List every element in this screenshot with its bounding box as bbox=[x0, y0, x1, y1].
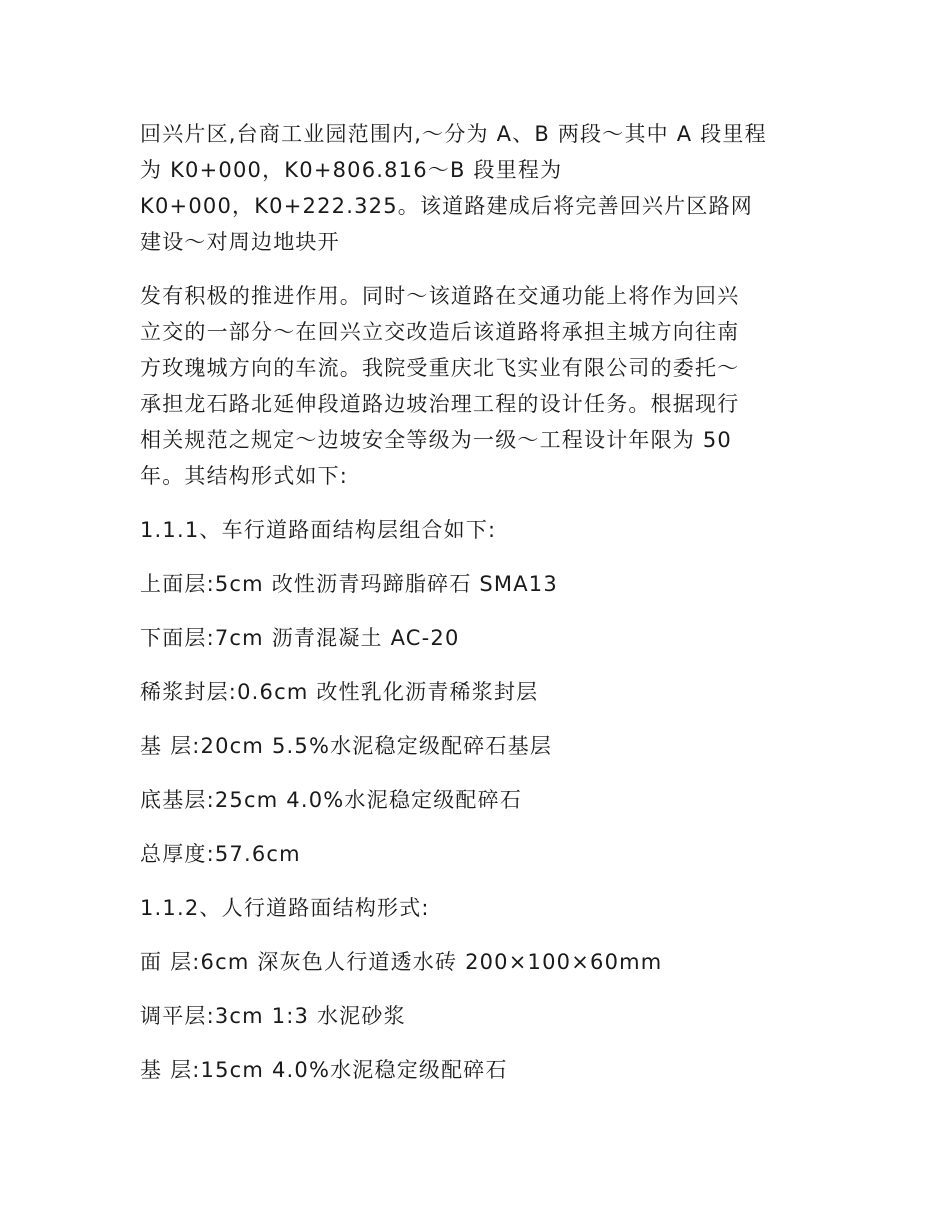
total-thickness-line: 总厚度:57.6cm bbox=[140, 842, 301, 866]
text-line: 方玫瑰城方向的车流。我院受重庆北飞实业有限公司的委托～ bbox=[140, 356, 740, 380]
text-line: 回兴片区,台商工业园范围内,～分为 A、B 两段～其中 A 段里程 bbox=[140, 122, 767, 146]
section-heading-sidewalk: 1.1.2、人行道路面结构形式: bbox=[140, 896, 430, 920]
layer-line: 底基层:25cm 4.0%水泥稳定级配碎石 bbox=[140, 788, 523, 812]
intro-paragraph bbox=[140, 116, 820, 260]
layer-line: 基 层:20cm 5.5%水泥稳定级配碎石基层 bbox=[140, 734, 553, 758]
layer-line: 稀浆封层:0.6cm 改性乳化沥青稀浆封层 bbox=[140, 680, 539, 704]
document-page bbox=[140, 116, 820, 1088]
text-line: 年。其结构形式如下: bbox=[140, 464, 349, 488]
layer-line: 下面层:7cm 沥青混凝土 AC-20 bbox=[140, 626, 460, 650]
text-line: 立交的一部分～在回兴立交改造后该道路将承担主城方向往南 bbox=[140, 320, 740, 344]
text-line: 为 K0+000，K0+806.816～B 段里程为 bbox=[140, 158, 563, 182]
text-line: 建设～对周边地块开 bbox=[140, 230, 340, 254]
section-heading-carriageway: 1.1.1、车行道路面结构层组合如下: bbox=[140, 518, 497, 542]
layer-line: 面 层:6cm 深灰色人行道透水砖 200×100×60mm bbox=[140, 950, 663, 974]
text-line: K0+000，K0+222.325。该道路建成后将完善回兴片区路网 bbox=[140, 194, 753, 218]
body-paragraph bbox=[140, 278, 820, 494]
layer-line: 调平层:3cm 1:3 水泥砂浆 bbox=[140, 1004, 406, 1028]
text-line: 发有积极的推进作用。同时～该道路在交通功能上将作为回兴 bbox=[140, 284, 740, 308]
layer-line: 上面层:5cm 改性沥青玛蹄脂碎石 SMA13 bbox=[140, 572, 558, 596]
layer-line: 基 层:15cm 4.0%水泥稳定级配碎石 bbox=[140, 1058, 508, 1082]
text-line: 相关规范之规定～边坡安全等级为一级～工程设计年限为 50 bbox=[140, 428, 732, 452]
text-line: 承担龙石路北延伸段道路边坡治理工程的设计任务。根据现行 bbox=[140, 392, 740, 416]
